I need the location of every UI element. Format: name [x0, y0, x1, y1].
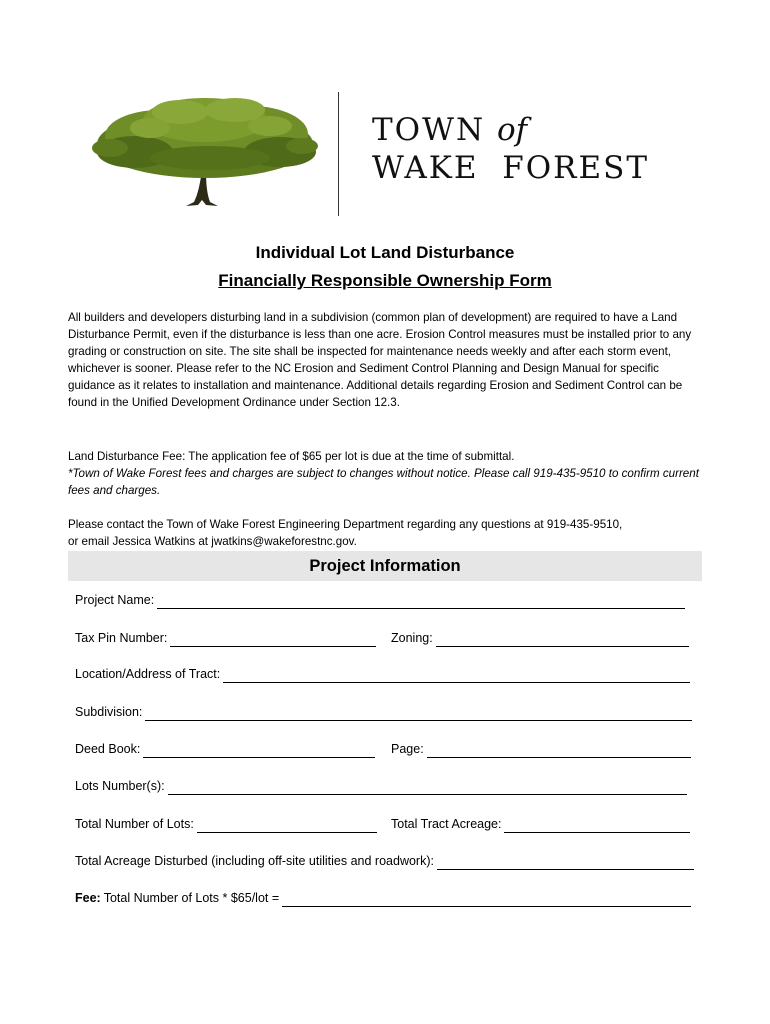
lots-numbers-label: Lots Number(s): — [75, 779, 165, 793]
total-acreage-line[interactable] — [504, 818, 690, 833]
row-fee — [75, 889, 691, 907]
tax-pin-label: Tax Pin Number: — [75, 631, 168, 645]
fee-line[interactable] — [282, 892, 691, 907]
acreage-disturbed-label: Total Acreage Disturbed (including off-site utilities and roadwork): — [75, 854, 434, 868]
contact-line-1: Please contact the Town of Wake Forest Engineering Department regarding any questions at 919-435-9510, — [68, 518, 623, 531]
subdivision-field[interactable] — [75, 703, 692, 721]
project-information-header — [68, 551, 702, 581]
wordmark-line-1 — [372, 112, 649, 148]
row-acreage-disturbed — [75, 852, 694, 870]
project-name-label: Project Name: — [75, 593, 155, 607]
project-name-field[interactable] — [75, 591, 685, 609]
subdivision-line[interactable] — [145, 706, 692, 721]
total-acreage-field[interactable] — [391, 815, 690, 833]
fee-field[interactable] — [75, 889, 691, 907]
zoning-field[interactable] — [391, 629, 689, 647]
row-tax-pin-zoning — [75, 629, 689, 647]
zoning-line[interactable] — [436, 632, 689, 647]
logo-divider — [338, 92, 339, 216]
fee-formula: Total Number of Lots * $65/lot = — [103, 891, 280, 905]
intro-paragraph: All builders and developers disturbing land in a subdivision (common plan of development) are required to have a Land Disturbance Permit, even if the disturbance is less than one acre. Erosion Control measures must be installed prior to any grading or construction on site. The site shall be inspected for maintenance needs weekly and after each storm event, whichever is sooner. Please refer to the NC Erosion and Sediment Control Planning and Design Manual for specific guidance as it relates to installation and maintenance. Additional details regarding Erosion and Sediment Control can be found in the Unified Development Ordinance under Section 12.3. — [68, 311, 692, 409]
contact-paragraph — [68, 516, 702, 550]
location-label: Location/Address of Tract: — [75, 667, 221, 681]
tax-pin-field[interactable] — [75, 629, 376, 647]
location-line[interactable] — [223, 668, 690, 683]
total-lots-line[interactable] — [197, 818, 377, 833]
town-wordmark — [372, 112, 649, 188]
form-title: Individual Lot Land Disturbance — [255, 243, 515, 262]
lots-numbers-line[interactable] — [168, 780, 687, 795]
form-subtitle: Financially Responsible Ownership Form — [218, 271, 552, 290]
zoning-label: Zoning: — [391, 631, 433, 645]
acreage-disturbed-field[interactable] — [75, 852, 694, 870]
section-title: Project Information — [309, 557, 461, 575]
town-logo — [90, 92, 680, 216]
project-name-line[interactable] — [157, 594, 685, 609]
row-lots-numbers — [75, 777, 687, 795]
wordmark-of: of — [496, 112, 528, 148]
deed-book-label: Deed Book: — [75, 742, 141, 756]
tax-pin-line[interactable] — [170, 632, 376, 647]
fee-text: Land Disturbance Fee: The application fee of $65 per lot is due at the time of submittal. — [68, 450, 515, 463]
row-deed-page — [75, 740, 691, 758]
row-project-name — [75, 591, 685, 609]
page-line[interactable] — [427, 743, 691, 758]
total-acreage-label: Total Tract Acreage: — [391, 817, 502, 831]
fee-note: *Town of Wake Forest fees and charges are subject to changes without notice. Please call 919-435-9510 to confirm current fees and charges. — [68, 467, 699, 497]
lots-numbers-field[interactable] — [75, 777, 687, 795]
deed-book-line[interactable] — [143, 743, 375, 758]
page-label: Page: — [391, 742, 424, 756]
page-field[interactable] — [391, 740, 691, 758]
contact-line-2: or email Jessica Watkins at jwatkins@wakeforestnc.gov. — [68, 535, 357, 548]
subdivision-label: Subdivision: — [75, 705, 143, 719]
row-location — [75, 665, 690, 683]
wordmark-line-2: WAKE FOREST — [372, 150, 650, 186]
oak-tree-icon — [90, 92, 320, 216]
row-lots-acreage — [75, 815, 690, 833]
fee-label: Fee: — [75, 891, 101, 905]
deed-book-field[interactable] — [75, 740, 375, 758]
wordmark-town: TOWN — [372, 112, 486, 148]
acreage-disturbed-line[interactable] — [437, 855, 694, 870]
total-lots-field[interactable] — [75, 815, 377, 833]
total-lots-label: Total Number of Lots: — [75, 817, 194, 831]
location-field[interactable] — [75, 665, 690, 683]
fee-paragraph — [68, 448, 702, 499]
row-subdivision — [75, 703, 692, 721]
